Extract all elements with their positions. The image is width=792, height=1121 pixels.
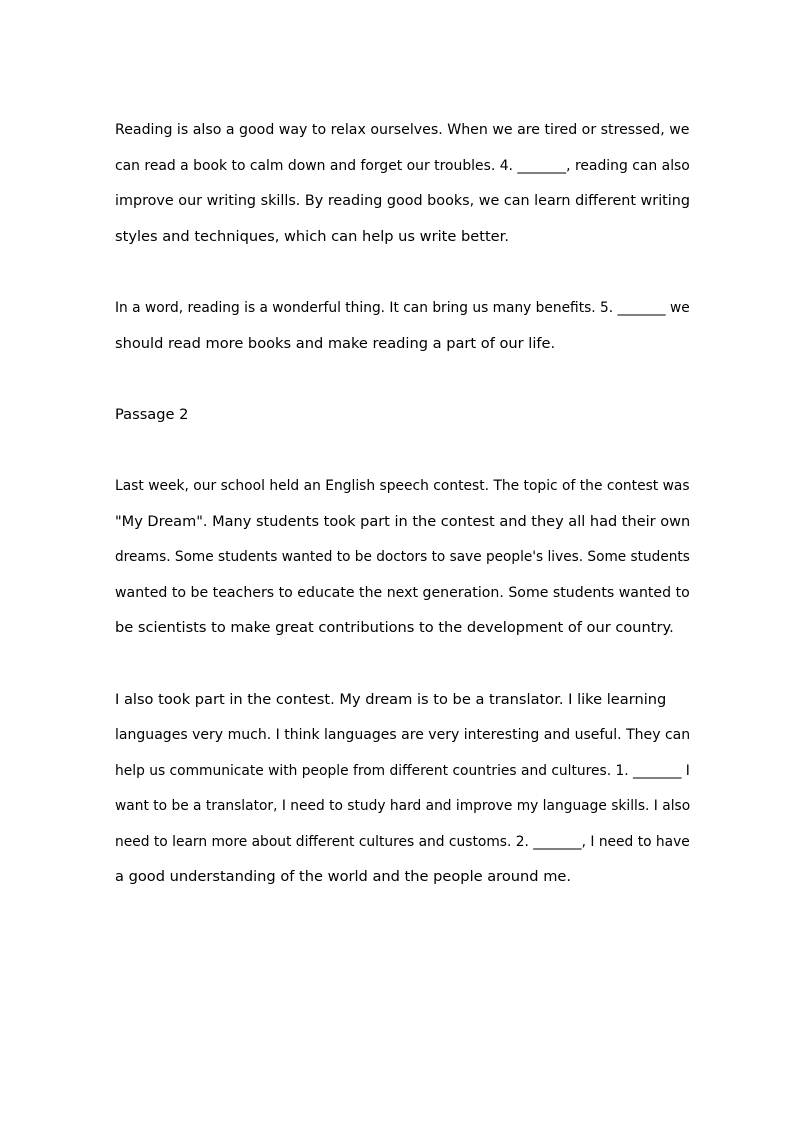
paragraph-reading-relax	[115, 112, 690, 254]
text-line: be scientists to make great contributions to the development of our country.	[115, 619, 674, 637]
document-body	[115, 112, 690, 931]
text-line: wanted to be teachers to educate the next generation. Some students wanted to	[115, 583, 690, 601]
text-line: dreams. Some students wanted to be doctors to save people's lives. Some students	[115, 548, 690, 566]
passage-2-title: Passage 2	[115, 405, 189, 423]
text-line: need to learn more about different cultures and customs. 2. _______, I need to have	[115, 832, 690, 850]
text-line: a good understanding of the world and the people around me.	[115, 868, 572, 886]
text-line: should read more books and make reading a part of our life.	[115, 334, 556, 352]
text-line: want to be a translator, I need to study hard and improve my language skills. I also	[115, 797, 691, 815]
paragraph-translator-dream	[115, 682, 690, 896]
text-line: languages very much. I think languages are very interesting and useful. They can	[115, 726, 691, 744]
text-line: can read a book to calm down and forget our troubles. 4. _______, reading can also	[115, 156, 690, 174]
text-line: "My Dream". Many students took part in the contest and they all had their own	[115, 512, 691, 530]
text-line: styles and techniques, which can help us write better.	[115, 227, 509, 245]
text-line: I also took part in the contest. My dream is to be a translator. I like learning	[115, 690, 667, 708]
passage-heading	[115, 397, 690, 433]
text-line: In a word, reading is a wonderful thing. It can bring us many benefits. 5. _______ we	[115, 298, 690, 316]
paragraph-speech-contest	[115, 468, 690, 646]
text-line: Last week, our school held an English speech contest. The topic of the contest was	[115, 476, 690, 494]
paragraph-reading-conclusion	[115, 290, 690, 361]
text-line: improve our writing skills. By reading good books, we can learn different writing	[115, 192, 690, 210]
text-line: Reading is also a good way to relax ourselves. When we are tired or stressed, we	[115, 121, 690, 138]
text-line: help us communicate with people from different countries and cultures. 1. _______ I	[115, 761, 690, 779]
